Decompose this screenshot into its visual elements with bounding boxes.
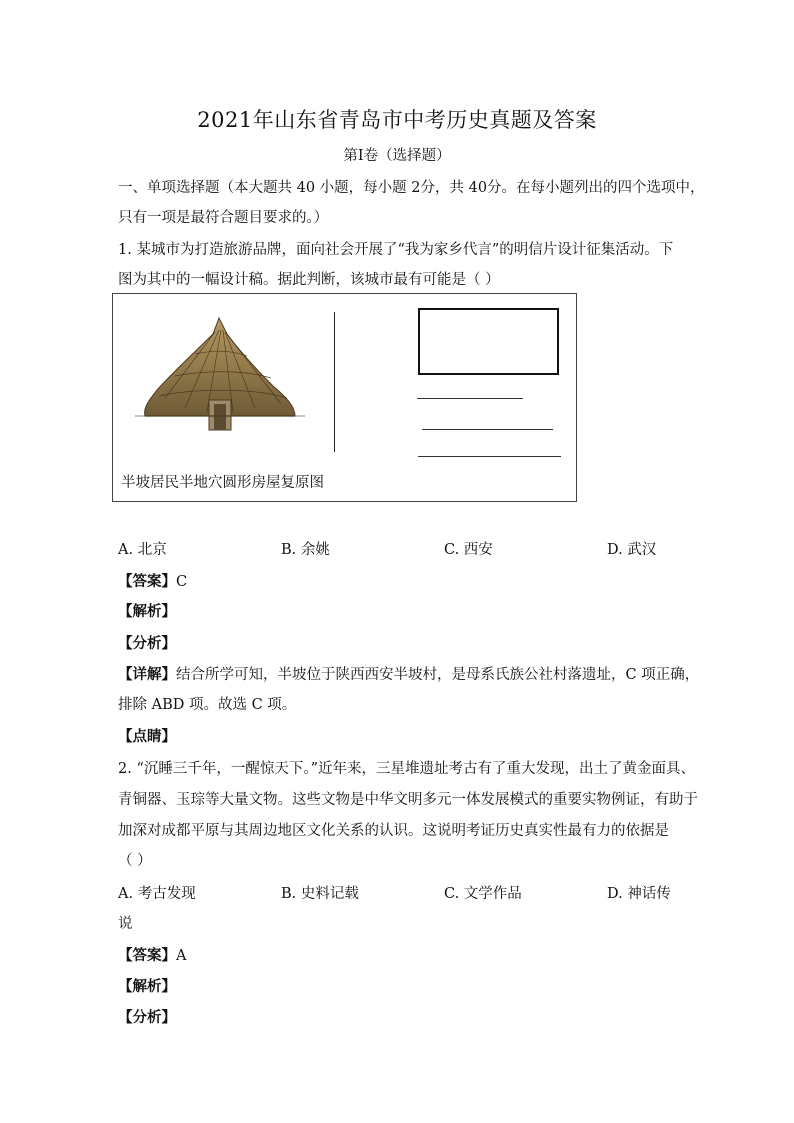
q1-fenxi-label: 【分析】 (118, 635, 176, 652)
q2-analysis-label: 【解析】 (118, 978, 176, 995)
q1-option-b: B. 余姚 (281, 542, 330, 558)
detail-label: 【详解】 (118, 666, 176, 683)
q2-stem-line-4: （ ） (118, 853, 152, 869)
q1-option-a: A. 北京 (118, 542, 167, 558)
q2-option-d: D. 神话传 (607, 886, 671, 902)
q2-option-c: C. 文学作品 (444, 886, 522, 902)
address-line (417, 398, 523, 399)
q2-stem-line-3: 加深对成都平原与其周边地区文化关系的认识。这说明考证历史真实性最有力的依据是 (118, 823, 669, 839)
q1-option-c: C. 西安 (444, 542, 493, 558)
section-intro-line-1: 一、单项选择题（本大题共 40 小题，每小题 2分，共 40分。在每小题列出的四个选项中， (118, 180, 705, 196)
address-line (418, 456, 561, 457)
q2-fenxi-label: 【分析】 (118, 1009, 176, 1026)
q2-stem-line-1: 2. “沉睡三千年，一醒惊天下。”近年来，三星堆遗址考古有了重大发现，出土了黄金面具、 (118, 761, 696, 777)
q2-option-b: B. 史料记载 (281, 886, 359, 902)
q1-detail-line-2: 排除 ABD 项。故选 C 项。 (118, 697, 297, 713)
q2-stem-line-2: 青铜器、玉琮等大量文物。这些文物是中华文明多元一体发展模式的重要实物例证，有助于 (118, 792, 698, 808)
answer-value: A (176, 948, 187, 964)
q1-answer (118, 572, 187, 592)
address-line (422, 429, 553, 430)
q1-analysis-label: 【解析】 (118, 603, 176, 620)
answer-label: 【答案】 (118, 947, 176, 964)
q1-comment-label: 【点睛】 (118, 728, 176, 745)
section-subtitle: 第Ⅰ卷（选择题） (343, 148, 451, 164)
section-intro-line-2: 只有一项是最符合题目要求的。） (118, 210, 329, 226)
answer-label: 【答案】 (118, 573, 176, 590)
postcard-figure (112, 293, 577, 502)
stamp-box (418, 308, 559, 375)
figure-caption: 半坡居民半地穴圆形房屋复原图 (121, 475, 324, 491)
q1-stem-line-2: 图为其中的一幅设计稿。据此判断，该城市最有可能是（ ） (118, 272, 500, 288)
q1-option-d: D. 武汉 (607, 542, 657, 558)
q2-option-d-wrap: 说 (118, 916, 133, 932)
q2-option-a: A. 考古发现 (118, 886, 196, 902)
answer-value: C (176, 574, 188, 590)
detail-text: 结合所学可知，半坡位于陕西西安半坡村，是母系氏族公社村落遗址，C 项正确， (176, 667, 700, 683)
q1-detail-line-1 (118, 665, 699, 685)
document-title: 2021年山东省青岛市中考历史真题及答案 (197, 108, 597, 132)
postcard-divider (334, 312, 335, 452)
thatched-hut-illustration (135, 312, 305, 452)
q2-answer (118, 946, 186, 966)
q1-stem-line-1: 1. 某城市为打造旅游品牌，面向社会开展了“我为家乡代言”的明信片设计征集活动。下 (118, 242, 674, 258)
